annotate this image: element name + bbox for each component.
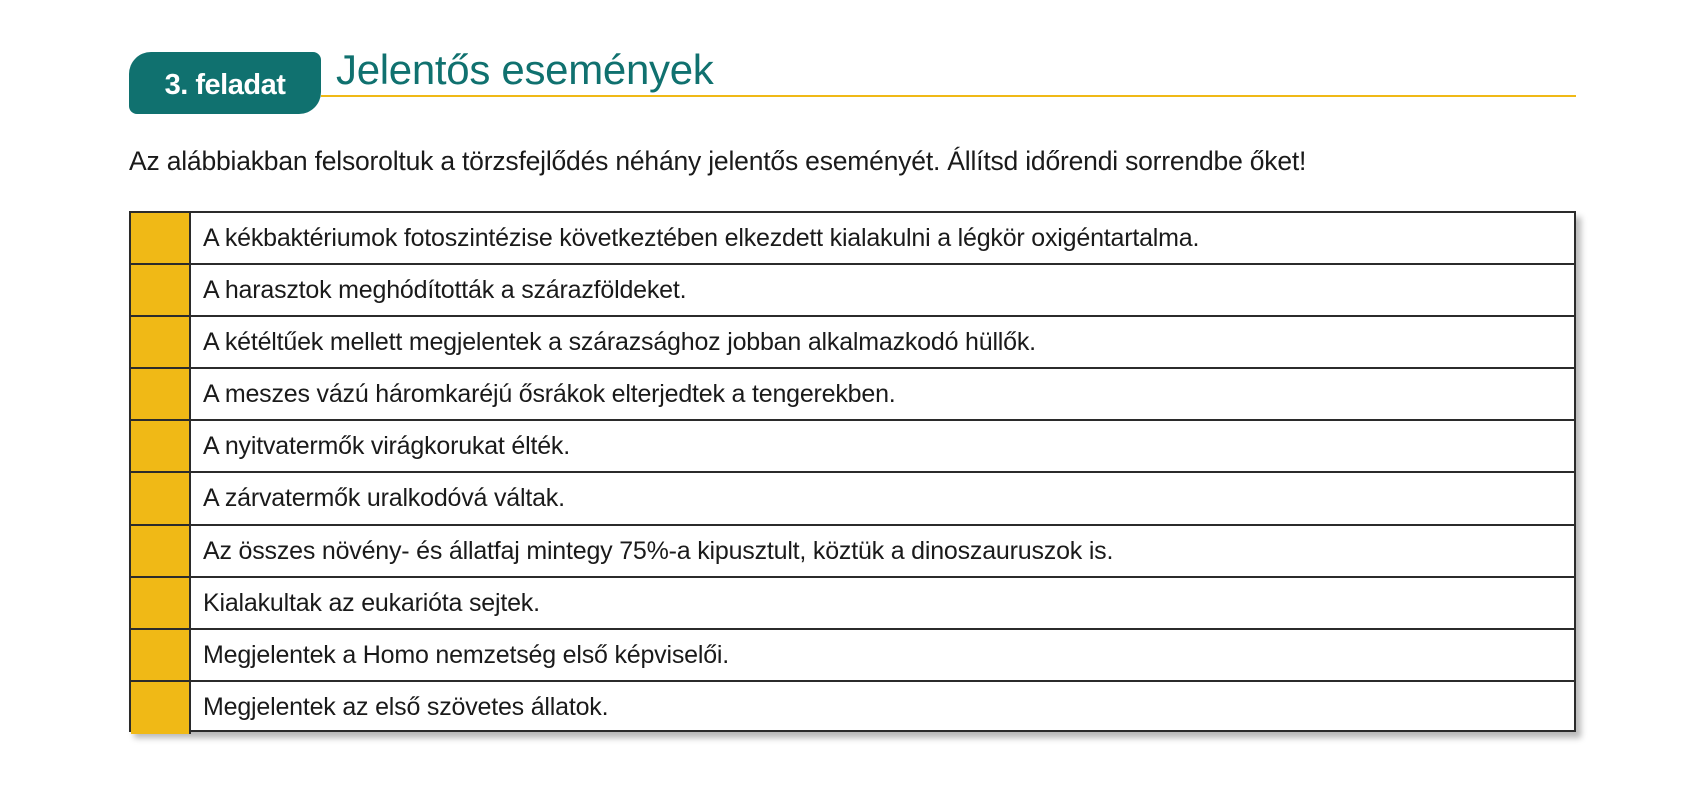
title-underline bbox=[321, 95, 1576, 97]
event-row bbox=[131, 369, 1574, 421]
event-text: A zárvatermők uralkodóvá váltak. bbox=[203, 484, 565, 513]
event-row bbox=[131, 630, 1574, 682]
event-text: A meszes vázú háromkaréjú ősrákok elterjedtek a tengerekben. bbox=[203, 380, 896, 409]
event-text: Kialakultak az eukarióta sejtek. bbox=[203, 588, 540, 617]
event-text: A kétéltűek mellett megjelentek a szárazsághoz jobban alkalmazkodó hüllők. bbox=[203, 328, 1036, 357]
event-row bbox=[131, 578, 1574, 630]
order-input-cell[interactable] bbox=[131, 578, 191, 628]
events-table bbox=[129, 211, 1576, 732]
order-input-cell[interactable] bbox=[131, 630, 191, 680]
event-row bbox=[131, 213, 1574, 265]
event-row bbox=[131, 526, 1574, 578]
task-number-badge: 3. feladat bbox=[129, 52, 321, 114]
task-title: Jelentős események bbox=[336, 46, 714, 93]
event-text: A kékbaktériumok fotoszintézise következtében elkezdett kialakulni a légkör oxigéntartalma. bbox=[203, 224, 1200, 252]
event-row bbox=[131, 682, 1574, 734]
task-instruction: Az alábbiakban felsoroltuk a törzsfejlődés néhány jelentős eseményét. Állítsd időrendi sorrendbe őket! bbox=[129, 146, 1307, 176]
order-input-cell[interactable] bbox=[131, 369, 191, 419]
order-input-cell[interactable] bbox=[131, 473, 191, 523]
event-text: Megjelentek az első szövetes állatok. bbox=[203, 692, 609, 721]
order-input-cell[interactable] bbox=[131, 213, 191, 263]
order-input-cell[interactable] bbox=[131, 526, 191, 576]
task-header bbox=[129, 46, 1576, 114]
event-row bbox=[131, 473, 1574, 525]
event-text: A nyitvatermők virágkorukat élték. bbox=[203, 432, 570, 461]
order-input-cell[interactable] bbox=[131, 317, 191, 367]
event-row bbox=[131, 421, 1574, 473]
order-input-cell[interactable] bbox=[131, 265, 191, 315]
event-text: Megjelentek a Homo nemzetség első képviselői. bbox=[203, 640, 729, 669]
order-input-cell[interactable] bbox=[131, 682, 191, 734]
event-text: A harasztok meghódították a szárazföldeket. bbox=[203, 276, 687, 305]
event-row bbox=[131, 317, 1574, 369]
order-input-cell[interactable] bbox=[131, 421, 191, 471]
event-row bbox=[131, 265, 1574, 317]
event-text: Az összes növény- és állatfaj mintegy 75%-a kipusztult, köztük a dinoszauruszok is. bbox=[203, 536, 1114, 565]
